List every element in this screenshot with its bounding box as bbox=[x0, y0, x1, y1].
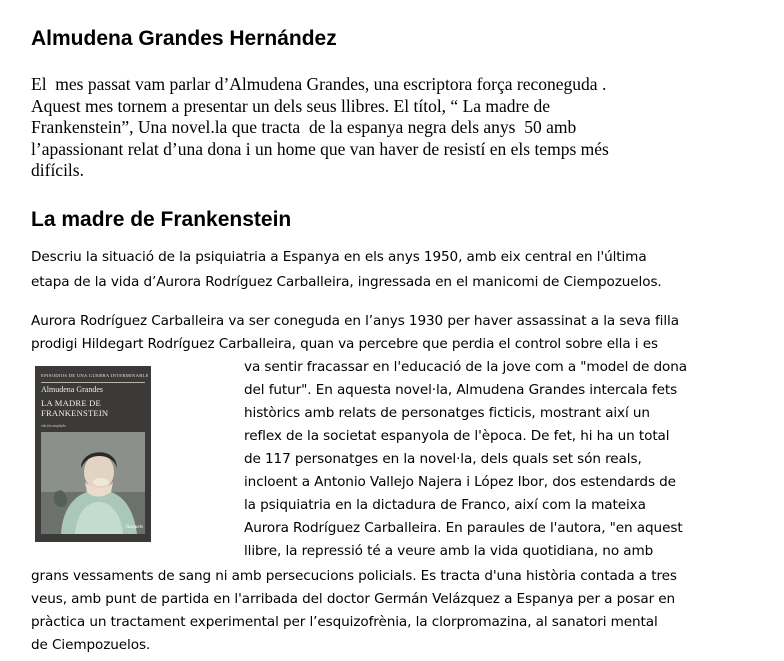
body-line: Aurora Rodríguez Carballeira va ser coneguda en l’anys 1930 per haver assassinat a la seva filla bbox=[31, 313, 679, 329]
book-title-line: LA MADRE DE bbox=[41, 398, 101, 408]
body-line: del futur". En aquesta novel·la, Almudena Grandes intercala fets bbox=[244, 382, 678, 398]
body-line: grans vessaments de sang ni amb persecucions policials. Es tracta d'una història contada a tres bbox=[31, 568, 677, 584]
body-line: veus, amb punt de partida en l'arribada del doctor Germán Velázquez a Espanya per a posar en bbox=[31, 591, 676, 607]
body-line: la psiquiatria en la dictadura de Franco, així com la mateixa bbox=[244, 497, 646, 513]
body-line: de Ciempozuelos. bbox=[31, 637, 151, 653]
intro-line: difícils. bbox=[31, 160, 84, 180]
body-line: incloent a Antonio Vallejo Najera i López Ibor, dos estendards de bbox=[244, 474, 676, 490]
intro-line: Aquest mes tornem a presentar un dels seus llibres. El títol, “ La madre de bbox=[31, 95, 551, 116]
body-line: històrics amb relats de personatges ficticis, mostrant així un bbox=[244, 405, 650, 421]
section-heading: La madre de Frankenstein bbox=[31, 208, 292, 231]
body-line: de 117 personatges en la novel·la, dels quals set són reals, bbox=[244, 451, 642, 467]
body-line: etapa de la vida d’Aurora Rodríguez Carballeira, ingressada en el manicomi de Ciempozuelos. bbox=[31, 274, 662, 290]
page-heading: Almudena Grandes Hernández bbox=[31, 27, 337, 50]
book-series-label: EPISODIOS DE UNA GUERRA INTERMINABLE bbox=[41, 373, 149, 378]
publisher-logo: Tusquets bbox=[125, 525, 143, 530]
book-cover-image bbox=[35, 366, 151, 542]
intro-line: El mes passat vam parlar d’Almudena Grandes, una escriptora força reconeguda . bbox=[31, 74, 607, 94]
body-line: prodigi Hildegart Rodríguez Carballeira, quan va percebre que perdia el control sobre ella i es bbox=[31, 336, 658, 352]
intro-line: Frankenstein”, Una novel.la que tracta de la espanya negra dels anys 50 amb bbox=[31, 117, 577, 137]
book-title-line: FRANKENSTEIN bbox=[41, 408, 109, 418]
body-line: llibre, la repressió té a veure amb la vida quotidiana, no amb bbox=[244, 543, 654, 559]
body-line: Aurora Rodríguez Carballeira. En paraules de l'autora, "en aquest bbox=[244, 520, 683, 536]
book-author: Almudena Grandes bbox=[41, 385, 103, 394]
cover-photo bbox=[41, 432, 145, 534]
woman-portrait-illustration bbox=[41, 432, 145, 534]
body-line: Descriu la situació de la psiquiatria a Espanya en els anys 1950, amb eix central en l'última bbox=[31, 249, 647, 265]
body-line: reflex de la societat espanyola de l'època. De fet, hi ha un total bbox=[244, 428, 670, 444]
intro-line: l’apassionant relat d’una dona i un home que van haver de resistí en els temps més bbox=[31, 138, 609, 159]
cover-divider bbox=[41, 382, 145, 383]
body-line: pràctica un tractament experimental per l’esquizofrènia, la clorpromazina, al sanatori mental bbox=[31, 614, 658, 630]
book-title bbox=[41, 398, 145, 418]
intro-paragraph bbox=[31, 74, 751, 182]
body-line: va sentir fracassar en l'educació de la jove com a "model de dona bbox=[244, 359, 687, 375]
book-subtitle: edición ampliada bbox=[41, 424, 66, 428]
